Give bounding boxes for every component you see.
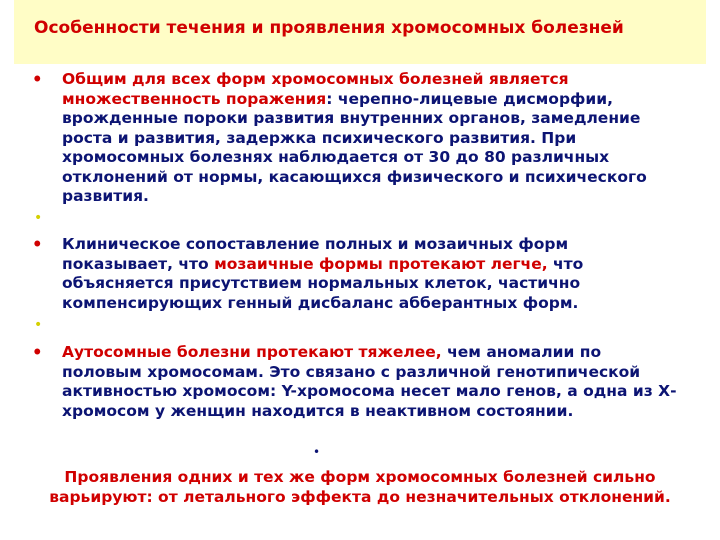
bullet-marker: • [32, 343, 43, 362]
body-text: что объясняется присутствием нормальных клеток, частично компенсирующих генный дисбаланс абберантных форм. [62, 254, 584, 312]
title-bar [14, 0, 706, 64]
empty-bullet-marker: • [34, 317, 43, 333]
bullet-marker: • [32, 235, 43, 254]
bullet-paragraph-2 [62, 235, 682, 313]
punctuation: : [326, 89, 333, 108]
body-text: чем аномалии по половым хромосомам. Это связано с различной генотипической активностью хромосом: Y-хромосома несет мало генов, а одна из Х-хромосом у женщин находится в неактивном состоянии. [62, 343, 677, 420]
highlight-text: Общим для всех форм хромосомных болезней является множественность поражения [62, 70, 569, 108]
bullet-paragraph-3 [62, 343, 682, 421]
body-text: черепно-лицевые дисморфии, врожденные пороки развития внутренних органов, замедление роста и развития, задержка психического развития. При хромосомных болезнях наблюдается от 30 до 80 различных отклонений от нормы, касающихся физического и психического развития. [62, 89, 647, 205]
center-bullet-marker: • [313, 445, 321, 459]
highlight-text: мозаичные формы протекают легче, [214, 254, 548, 273]
bullet-paragraph-1 [62, 70, 682, 207]
empty-bullet-marker: • [34, 210, 43, 226]
body-text: Клиническое сопоставление полных и мозаичных форм показывает, что [62, 235, 569, 273]
bullet-marker: • [32, 70, 43, 89]
slide-title: Особенности течения и проявления хромосомных болезней [34, 18, 624, 38]
footer-statement: Проявления одних и тех же форм хромосомных болезней сильно варьируют: от летального эффекта до незначительных отклонений. [49, 468, 671, 506]
highlight-text: Аутосомные болезни протекают тяжелее, [62, 343, 442, 361]
